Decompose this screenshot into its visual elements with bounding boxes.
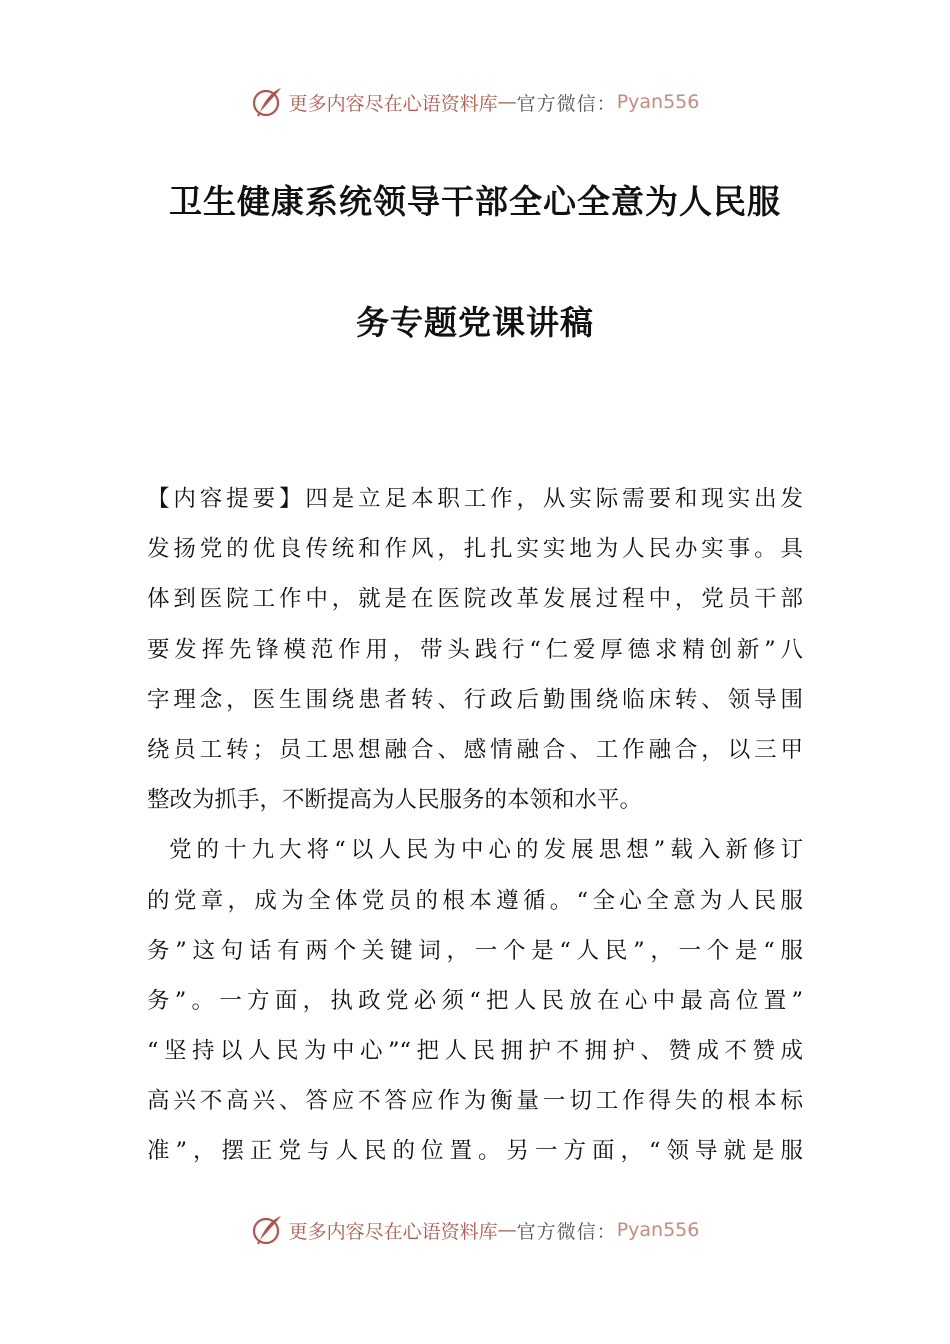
document-title-line-2: 务专题党课讲稿 <box>356 303 594 342</box>
watermark-label: 官方微信： <box>516 1220 617 1243</box>
watermark-wechat-id: Pyan556 <box>616 91 700 113</box>
paragraph-2-line: 高兴不高兴、答应不答应作为衡量一切工作得失的根本标 <box>147 1088 803 1115</box>
paragraph-1-line: 体到医院工作中，就是在医院改革发展过程中，党员干部 <box>147 586 803 613</box>
watermark-dash: — <box>497 91 517 113</box>
quill-logo-icon <box>251 85 285 119</box>
watermark-dash: — <box>497 1219 517 1241</box>
paragraph-1-line: 【内容提要】四是立足本职工作，从实际需要和现实出发 <box>147 486 803 512</box>
document-body <box>147 474 803 1177</box>
paragraph-2-line: “坚持以人民为中心”“把人民拥护不拥护、赞成不赞成 <box>147 1038 803 1065</box>
paragraph-2-line: 务”这句话有两个关键词，一个是“人民”，一个是“服 <box>147 937 803 964</box>
paragraph-1-line: 绕员工转；员工思想融合、感情融合、工作融合，以三甲 <box>147 736 803 763</box>
footer-watermark <box>0 1210 950 1250</box>
paragraph-2-line: 的党章，成为全体党员的根本遵循。“全心全意为人民服 <box>147 887 803 914</box>
watermark-text: 更多内容尽在心语资料库 <box>288 1220 498 1243</box>
paragraph-1-line: 要发挥先锋模范作用，带头践行“仁爱厚德求精创新”八 <box>147 636 803 663</box>
paragraph-1-line: 整改为抓手，不断提高为人民服务的本领和水平。 <box>147 787 643 814</box>
document-title-line-1: 卫生健康系统领导干部全心全意为人民服 <box>169 182 781 221</box>
paragraph-2-line: 务”。一方面，执政党必须“把人民放在心中最高位置” <box>147 987 803 1014</box>
paragraph-1-line: 发扬党的优良传统和作风，扎扎实实地为人民办实事。具 <box>147 536 803 563</box>
paragraph-2-line: 准”，摆正党与人民的位置。另一方面，“领导就是服 <box>147 1138 803 1165</box>
watermark-label: 官方微信： <box>516 92 617 115</box>
watermark-wechat-id: Pyan556 <box>616 1219 700 1241</box>
header-watermark <box>0 82 950 122</box>
quill-logo-icon <box>251 1213 285 1247</box>
paragraph-1-line: 字理念，医生围绕患者转、行政后勤围绕临床转、领导围 <box>147 686 803 713</box>
watermark-text: 更多内容尽在心语资料库 <box>288 92 498 115</box>
paragraph-2-line: 党的十九大将“以人民为中心的发展思想”载入新修订 <box>169 837 803 864</box>
